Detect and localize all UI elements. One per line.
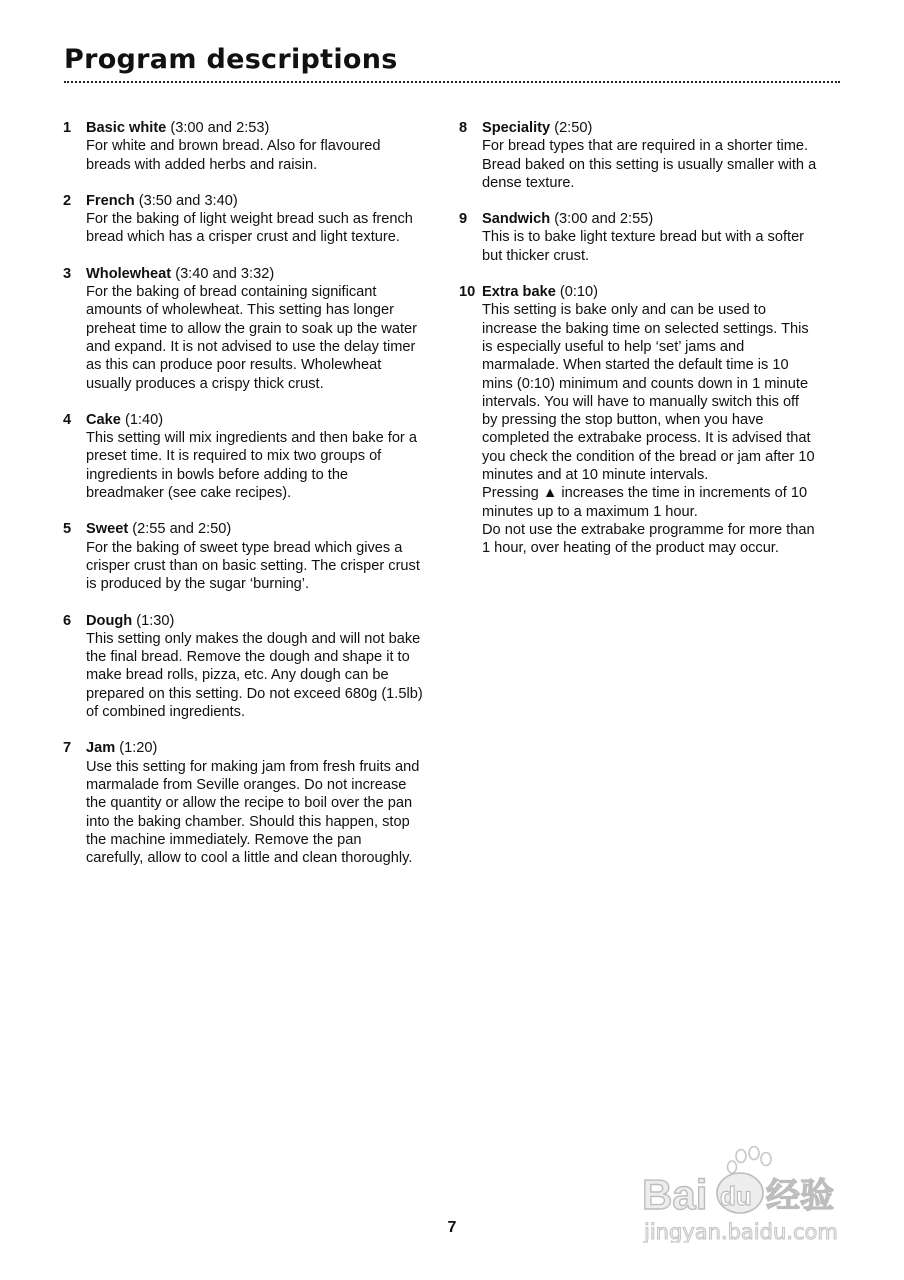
program-item — [63, 612, 443, 722]
program-description: For the baking of sweet type bread which gives a crisper crust than on basic setting. The crisper crust is produced by the sugar ‘burning’. — [86, 539, 420, 593]
program-time: (3:50 and 3:40) — [138, 192, 238, 209]
program-item — [459, 210, 839, 265]
program-item — [63, 739, 443, 867]
program-name: Cake — [86, 411, 121, 428]
svg-text:经验: 经验 — [766, 1176, 834, 1216]
right-column — [459, 119, 839, 576]
program-number: 4 — [63, 411, 72, 428]
page-title: Program descriptions — [64, 44, 398, 75]
program-description: For bread types that are required in a shorter time. Bread baked on this setting is usually smaller with a dense texture. — [482, 138, 817, 191]
program-time: (2:50) — [554, 120, 593, 136]
svg-text:jingyan.baidu.com: jingyan.baidu.com — [644, 1220, 838, 1243]
program-name: Wholewheat — [86, 265, 172, 282]
program-description: For the baking of bread containing significant amounts of wholewheat. This setting has longer preheat time to allow the grain to soak up the water and expand. It is not advised to use the delay timer as this can produce poor results. Wholewheat usually produces a crispy thick crust. — [86, 284, 417, 392]
program-number: 5 — [63, 521, 72, 538]
program-name: Speciality — [482, 120, 551, 136]
program-number: 10 — [459, 284, 476, 301]
program-time: (1:30) — [136, 612, 175, 629]
program-time: (1:20) — [119, 740, 158, 757]
program-time: (2:55 and 2:50) — [132, 521, 232, 538]
program-name: Extra bake — [482, 284, 556, 301]
program-time: (1:40) — [124, 411, 164, 428]
program-name: Basic white — [86, 120, 167, 136]
program-name: Sweet — [86, 521, 129, 538]
program-description: This setting will mix ingredients and then bake for a preset time. It is required to mix two groups of ingredients in bowls before adding to the breadmaker (see cake recipes). — [86, 430, 417, 502]
program-item — [63, 520, 443, 593]
program-description: This is to bake light texture bread but with a softer but thicker crust. — [482, 229, 805, 264]
baidu-watermark-logo — [640, 1143, 860, 1243]
program-time: (3:00 and 2:53) — [170, 120, 270, 136]
program-number: 9 — [459, 211, 468, 228]
program-description: This setting is bake only and can be used to increase the baking time on selected settings. This is especially useful to help ‘set’ jams and marmalade. When started the default time is 10 mins (0:10) minimum and counts down in 1 minute intervals. You will have to manually switch this off by pressing the stop button, when you have completed the extrabake process. It is advised that you check the condition of the bread or jam after 10 minutes and at 10 minute intervals. Pressing ▲ increases the time in increments of 10 minutes up to a maximum 1 hour. Do not use the extrabake programme for more than 1 hour, over heating of the product may occur. — [482, 302, 815, 557]
program-number: 7 — [63, 740, 72, 757]
program-description: For the baking of light weight bread such as french bread which has a crisper crust and light texture. — [86, 211, 413, 246]
program-number: 3 — [63, 265, 72, 282]
program-item — [459, 119, 839, 192]
left-column — [63, 119, 443, 885]
program-name: French — [86, 192, 135, 209]
program-number: 6 — [63, 612, 72, 629]
program-name: Jam — [86, 740, 116, 757]
svg-text:du: du — [720, 1181, 752, 1211]
program-item — [459, 283, 839, 557]
program-number: 2 — [63, 192, 72, 209]
title-divider — [64, 81, 840, 83]
program-number: 1 — [63, 120, 72, 136]
program-name: Dough — [86, 612, 133, 629]
program-time: (0:10) — [559, 284, 599, 301]
program-item — [63, 265, 443, 393]
program-item — [63, 192, 443, 247]
program-description: For white and brown bread. Also for flavoured breads with added herbs and raisin. — [86, 138, 381, 173]
svg-text:Bai: Bai — [642, 1171, 708, 1218]
program-time: (3:00 and 2:55) — [554, 211, 654, 228]
program-description: This setting only makes the dough and will not bake the final bread. Remove the dough and shape it to make bread rolls, pizza, etc. Any dough can be prepared on this setting. Do not exceed 680g (1.5lb) of combined ingredients. — [86, 630, 423, 721]
program-time: (3:40 and 3:32) — [175, 265, 275, 282]
program-item — [63, 411, 443, 502]
program-number: 8 — [459, 120, 468, 136]
page-number: 7 — [447, 1219, 457, 1236]
program-item — [63, 119, 443, 174]
program-description: Use this setting for making jam from fresh fruits and marmalade from Seville oranges. Do not increase the quantity or allow the recipe to boil over the pan into the baking chamber. Should this happen, stop the machine immediately. Remove the pan carefully, allow to cool a little and clean thoroughly. — [86, 758, 420, 867]
program-name: Sandwich — [482, 211, 551, 228]
